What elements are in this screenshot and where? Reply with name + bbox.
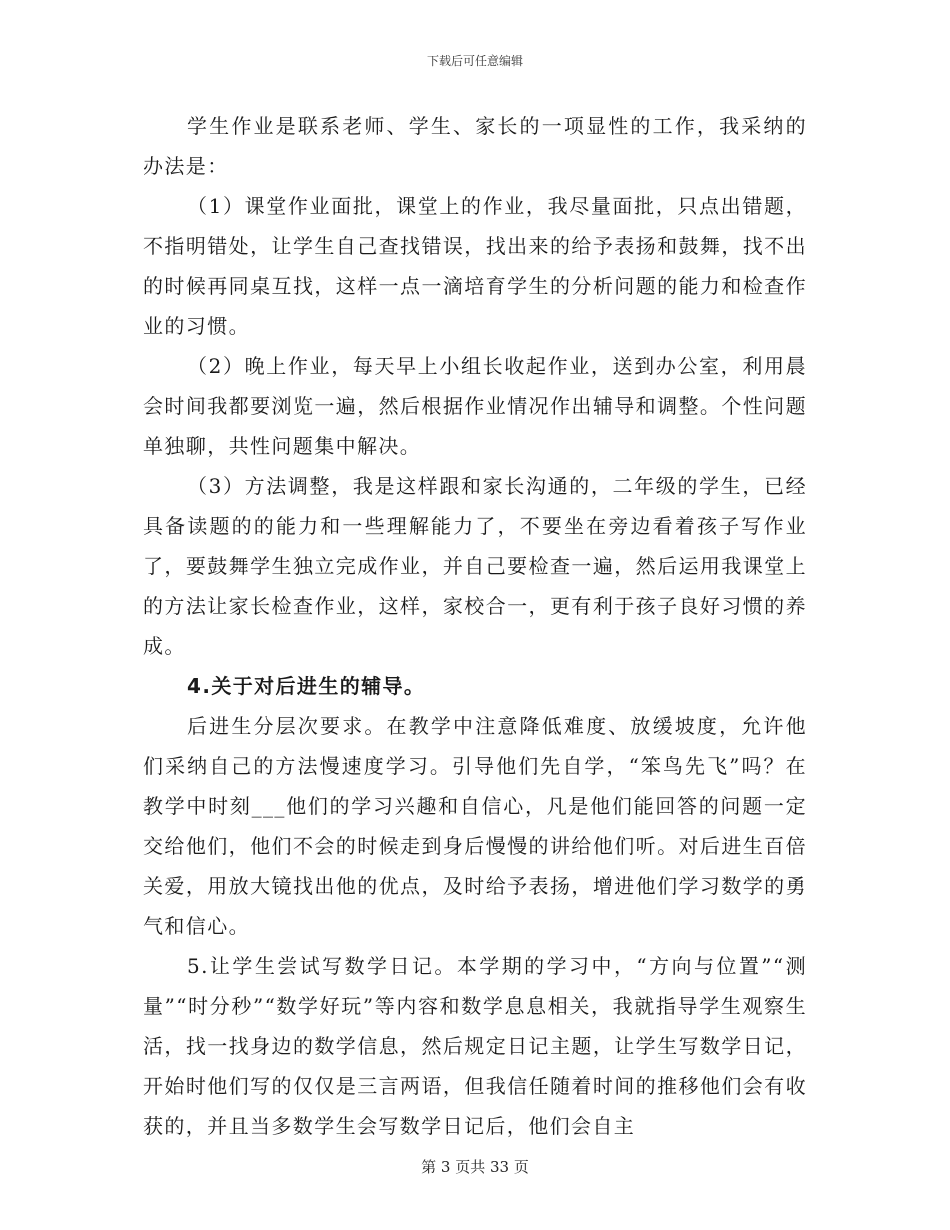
section-heading-4: 4.关于对后进生的辅导。: [187, 674, 426, 698]
page-header: 下载后可任意编辑: [426, 54, 523, 68]
paragraph-math-diary: 5.让学生尝试写数学日记。本学期的学习中，“方向与位置”“测量”“时分秒”“数学好玩”等内容和数学息息相关，我就指导学生观察生活，找一找身边的数学信息，然后规定日记主题，让学生写数学日记，开始时他们写的仅仅是三言两语，但我信任随着时间的推移他们会有收获的，并且当多数学生会写数学日记后，他们会自主: [143, 954, 807, 1138]
paragraph-homework-intro: 学生作业是联系老师、学生、家长的一项显性的工作，我采纳的办法是：: [143, 114, 807, 178]
paragraph-method-2: （2）晚上作业，每天早上小组长收起作业，送到办公室，利用晨会时间我都要浏览一遍，然后根据作业情况作出辅导和调整。个性问题单独聊，共性问题集中解决。: [143, 354, 807, 458]
paragraph-method-1: （1）课堂作业面批，课堂上的作业，我尽量面批，只点出错题，不指明错处，让学生自己查找错误，找出来的给予表扬和鼓舞，找不出的时候再同桌互找，这样一点一滴培育学生的分析问题的能力和检查作业的习惯。: [143, 194, 807, 338]
page-footer: 第 3 页共 33 页: [421, 1158, 529, 1176]
paragraph-struggling-students: 后进生分层次要求。在教学中注意降低难度、放缓坡度，允许他们采纳自己的方法慢速度学习。引导他们先自学，“笨鸟先飞”吗？在教学中时刻___他们的学习兴趣和自信心，凡是他们能回答的问题一定交给他们，他们不会的时候走到身后慢慢的讲给他们听。对后进生百倍关爱，用放大镜找出他的优点，及时给予表扬，增进他们学习数学的勇气和信心。: [143, 714, 807, 938]
document-body: [143, 106, 807, 1146]
paragraph-method-3: （3）方法调整，我是这样跟和家长沟通的，二年级的学生，已经具备读题的的能力和一些理解能力了，不要坐在旁边看着孩子写作业了，要鼓舞学生独立完成作业，并自己要检查一遍，然后运用我课堂上的方法让家长检查作业，这样，家校合一，更有利于孩子良好习惯的养成。: [143, 474, 807, 658]
